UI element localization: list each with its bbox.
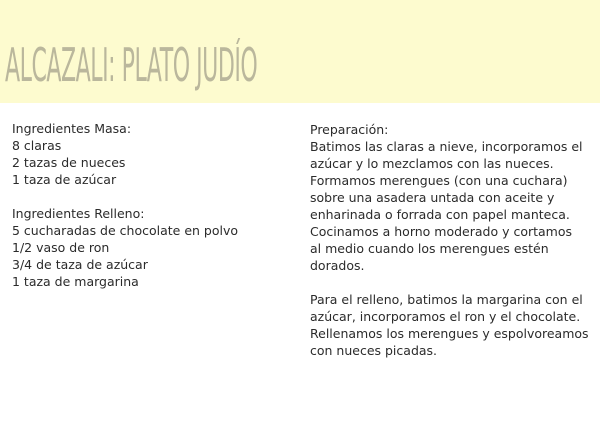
- ingredient-item: 3/4 de taza de azúcar: [12, 257, 148, 272]
- preparation-heading: Preparación:: [310, 122, 389, 137]
- title-banner: [0, 0, 600, 103]
- recipe-title: ALCAZALI: PLATO JUDÍO: [5, 38, 258, 92]
- ingredient-item: 5 cucharadas de chocolate en polvo: [12, 223, 239, 238]
- preparation-paragraph-2: [310, 291, 595, 359]
- ingredients-column: [12, 120, 282, 290]
- preparation-line: con nueces picadas.: [310, 343, 438, 358]
- ingredient-item: 1 taza de azúcar: [12, 172, 117, 187]
- ingredient-item: 1/2 vaso de ron: [12, 240, 110, 255]
- preparation-line: enharinada o forrada con papel manteca.: [310, 207, 570, 222]
- preparation-line: dorados.: [310, 258, 365, 273]
- preparation-line: Para el relleno, batimos la margarina con el: [310, 292, 583, 307]
- preparation-paragraph-1: [310, 138, 595, 274]
- preparation-line: al medio cuando los merengues estén: [310, 241, 549, 256]
- ingredients-filling-section: [12, 205, 282, 290]
- preparation-line: Cocinamos a horno moderado y cortamos: [310, 224, 573, 239]
- ingredient-item: 2 tazas de nueces: [12, 155, 126, 170]
- preparation-column: [310, 121, 595, 359]
- preparation-line: azúcar, incorporamos el ron y el chocolate.: [310, 309, 581, 324]
- preparation-line: Batimos las claras a nieve, incorporamos el: [310, 139, 583, 154]
- ingredient-item: 1 taza de margarina: [12, 274, 139, 289]
- section-spacer: [12, 188, 282, 205]
- ingredient-item: 8 claras: [12, 138, 62, 153]
- ingredients-dough-section: [12, 120, 282, 188]
- preparation-line: Rellenamos los merengues y espolvoreamos: [310, 326, 589, 341]
- preparation-line: sobre una asadera untada con aceite y: [310, 190, 555, 205]
- ingredients-filling-heading: Ingredientes Relleno:: [12, 206, 145, 221]
- ingredients-dough-heading: Ingredientes Masa:: [12, 121, 132, 136]
- preparation-line: Formamos merengues (con una cuchara): [310, 173, 568, 188]
- preparation-line: azúcar y lo mezclamos con las nueces.: [310, 156, 554, 171]
- paragraph-spacer: [310, 274, 595, 291]
